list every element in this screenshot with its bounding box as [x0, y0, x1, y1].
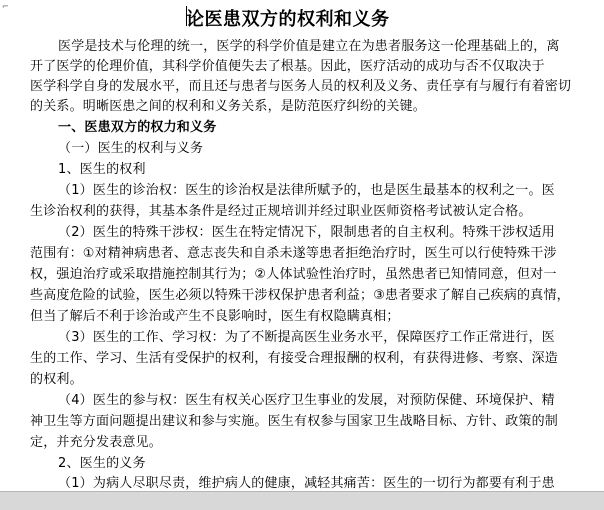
- subsection-heading: 1、医生的权利: [58, 162, 146, 177]
- paragraph-line: 开了医学的伦理价值，其科学价值便失去了根基。因此，医疗活动的成功与否不仅取决于: [30, 59, 545, 74]
- paragraph-line: 医学是技术与伦理的统一，医学的科学价值是建立在为患者服务这一伦理基础上的，离: [58, 39, 560, 54]
- paragraph-line: 但当了解后不利于诊治或产生不良影响时，医生有权隐瞒真相；: [30, 309, 400, 324]
- paragraph-line: （1）为病人尽职尽责，维护病人的健康，减轻其痛苦：医生的一切行为都要有利于患: [58, 476, 555, 491]
- paragraph-line: 医学科学自身的发展水平，而且还与患者与医务人员的权利及义务、责任享有与履行有着密切: [30, 79, 572, 94]
- paragraph-line: 范围有：①对精神病患者、意志丧失和自杀未遂等患者拒绝治疗时，医生可以行使特殊干涉: [30, 246, 557, 261]
- subsection-heading: （一）医生的权利与义务: [58, 141, 204, 156]
- paragraph-line: （2）医生的特殊干涉权：医生在特定情况下，限制患者的自主权利。特殊干涉权适用: [58, 225, 555, 240]
- paragraph-line: 权，强迫治疗或采取措施控制其行为；②人体试验性治疗时，虽然患者已知情同意，但对一: [30, 267, 557, 282]
- paragraph-line: （3）医生的工作、学习权：为了不断提高医生业务水平，保障医疗工作正常进行，医: [58, 330, 555, 345]
- document-title: 论医患双方的权利和义务: [186, 9, 390, 30]
- paragraph-line: 的关系。明晰医患之间的权利和义务关系，是防范医疗纠纷的关键。: [30, 99, 427, 114]
- paragraph-line: 生的工作、学习、生活有受保护的权利，有接受合理报酬的权利，有获得进修、考察、深造: [30, 351, 559, 366]
- section-heading: 一、医患双方的权力和义务: [58, 120, 217, 135]
- paragraph-line: （1）医生的诊治权：医生的诊治权是法律所赋予的，也是医生最基本的权利之一。医: [58, 183, 555, 198]
- page-corner-marker: ⌐: [2, 2, 9, 11]
- paragraph-line: 些高度危险的试验，医生必须以特殊干涉权保护患者利益；③患者要求了解自己疾病的真情，: [30, 288, 570, 303]
- subsection-heading: 2、医生的义务: [58, 456, 146, 471]
- paragraph-line: 定，并充分发表意见。: [30, 435, 163, 450]
- paragraph-line: （4）医生的参与权：医生有权关心医疗卫生事业的发展，对预防保健、环境保护、精: [58, 393, 555, 408]
- bottom-scroll-area[interactable]: [0, 491, 604, 510]
- paragraph-line: 的权利。: [30, 372, 83, 387]
- paragraph-line: 神卫生等方面问题提出建议和参与实施。医生有权参与国家卫生战略目标、方针、政策的制: [30, 414, 559, 429]
- paragraph-line: 生诊治权利的获得，其基本条件是经过正规培训并经过职业医师资格考试被认定合格。: [30, 204, 532, 219]
